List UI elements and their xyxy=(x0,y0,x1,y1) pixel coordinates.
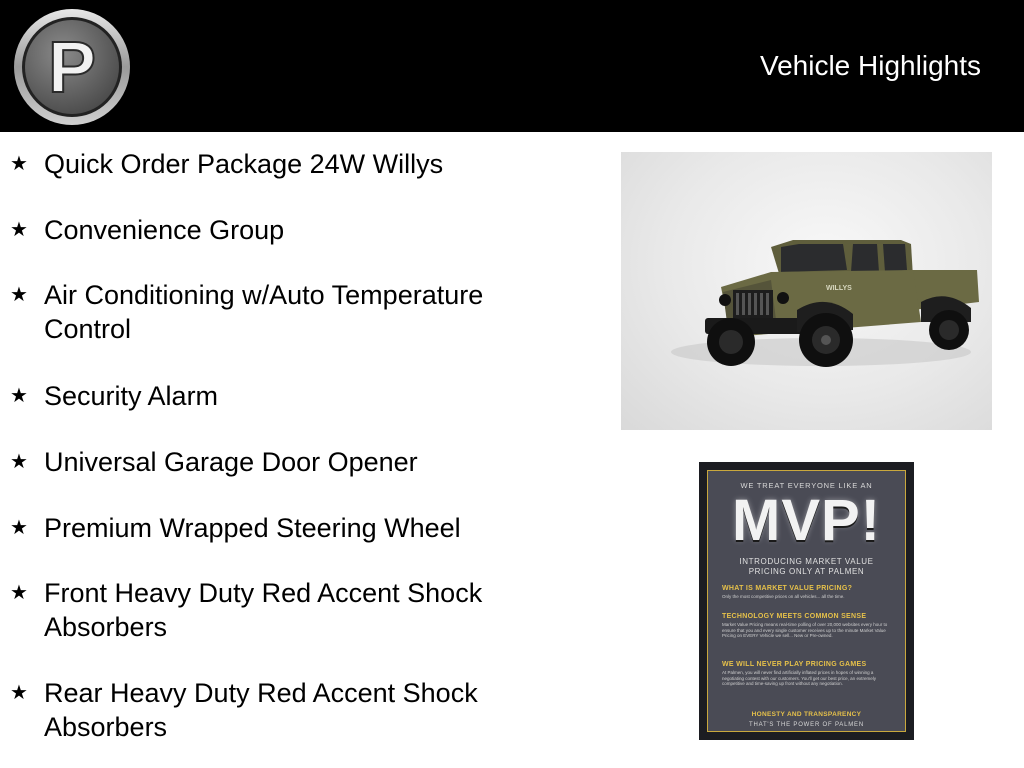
star-icon: ★ xyxy=(10,284,28,306)
star-icon: ★ xyxy=(10,517,28,539)
feature-text xyxy=(44,379,554,413)
feature-line: Absorbers xyxy=(44,612,168,642)
mvp-footer1: HONESTY AND TRANSPARENCY xyxy=(751,711,862,718)
feature-line: Rear Heavy Duty Red Accent Shock xyxy=(44,678,478,708)
star-icon: ★ xyxy=(10,682,28,704)
feature-item xyxy=(10,576,554,644)
feature-item xyxy=(10,213,554,247)
mvp-q2-body: Market Value Pricing means real-time polling of over 20,000 websites every hour to ensure that you and every single customer receives up to the minute Market Value Pricing on EVERY Vehicle we sell... New or Pre-owned. xyxy=(722,622,888,638)
feature-item xyxy=(10,379,554,413)
feature-text xyxy=(44,445,554,479)
page-title: Vehicle Highlights xyxy=(759,50,981,81)
feature-line: Security Alarm xyxy=(44,381,219,411)
feature-line: Absorbers xyxy=(44,712,168,742)
mvp-q2: TECHNOLOGY MEETS COMMON SENSE xyxy=(722,613,867,620)
mvp-sub2: PRICING ONLY AT PALMEN xyxy=(748,567,865,576)
star-icon: ★ xyxy=(10,385,28,407)
svg-text:WILLYS: WILLYS xyxy=(826,285,852,292)
mvp-headline: MVP! xyxy=(732,488,881,553)
mvp-q1-body: Only the most competitive prices on all vehicles... all the time. xyxy=(722,594,845,599)
truck-image xyxy=(621,152,992,430)
feature-item xyxy=(10,147,554,181)
mvp-q3-body: At Palmen, you will never find artificially inflated prices in hopes of winning a negotiating contest with our customers. You'll get our best price, an extremely competitive and time-saving up front without any negotiation. xyxy=(722,670,876,686)
feature-item xyxy=(10,445,554,479)
mvp-q1: WHAT IS MARKET VALUE PRICING? xyxy=(722,585,853,592)
mvp-q3: WE WILL NEVER PLAY PRICING GAMES xyxy=(722,661,867,668)
star-icon: ★ xyxy=(10,219,28,241)
mvp-promo-panel xyxy=(707,470,906,732)
feature-text xyxy=(44,213,554,247)
star-icon: ★ xyxy=(10,153,28,175)
feature-item xyxy=(10,511,554,545)
star-icon: ★ xyxy=(10,451,28,473)
feature-item xyxy=(10,278,554,346)
feature-item xyxy=(10,676,554,744)
feature-line: Quick Order Package 24W Willys xyxy=(44,149,444,179)
feature-text xyxy=(44,278,554,346)
svg-text:P: P xyxy=(47,28,97,108)
mvp-sub1: INTRODUCING MARKET VALUE xyxy=(739,557,874,566)
feature-line: Universal Garage Door Opener xyxy=(44,447,418,477)
feature-line: Air Conditioning w/Auto Temperature xyxy=(44,280,484,310)
mvp-promo-card xyxy=(699,462,914,740)
feature-line: Control xyxy=(44,314,132,344)
feature-text xyxy=(44,147,554,181)
dealer-logo xyxy=(10,6,136,128)
vehicle-photo xyxy=(621,152,992,430)
mvp-top-line: WE TREAT EVERYONE LIKE AN xyxy=(740,481,873,490)
feature-line: Convenience Group xyxy=(44,215,285,245)
feature-text xyxy=(44,511,554,545)
feature-text xyxy=(44,576,554,644)
feature-text xyxy=(44,676,554,744)
mvp-footer2: THAT'S THE POWER OF PALMEN xyxy=(749,722,864,728)
feature-line: Premium Wrapped Steering Wheel xyxy=(44,513,461,543)
star-icon: ★ xyxy=(10,582,28,604)
header-bar xyxy=(0,0,1024,132)
feature-line: Front Heavy Duty Red Accent Shock xyxy=(44,578,483,608)
